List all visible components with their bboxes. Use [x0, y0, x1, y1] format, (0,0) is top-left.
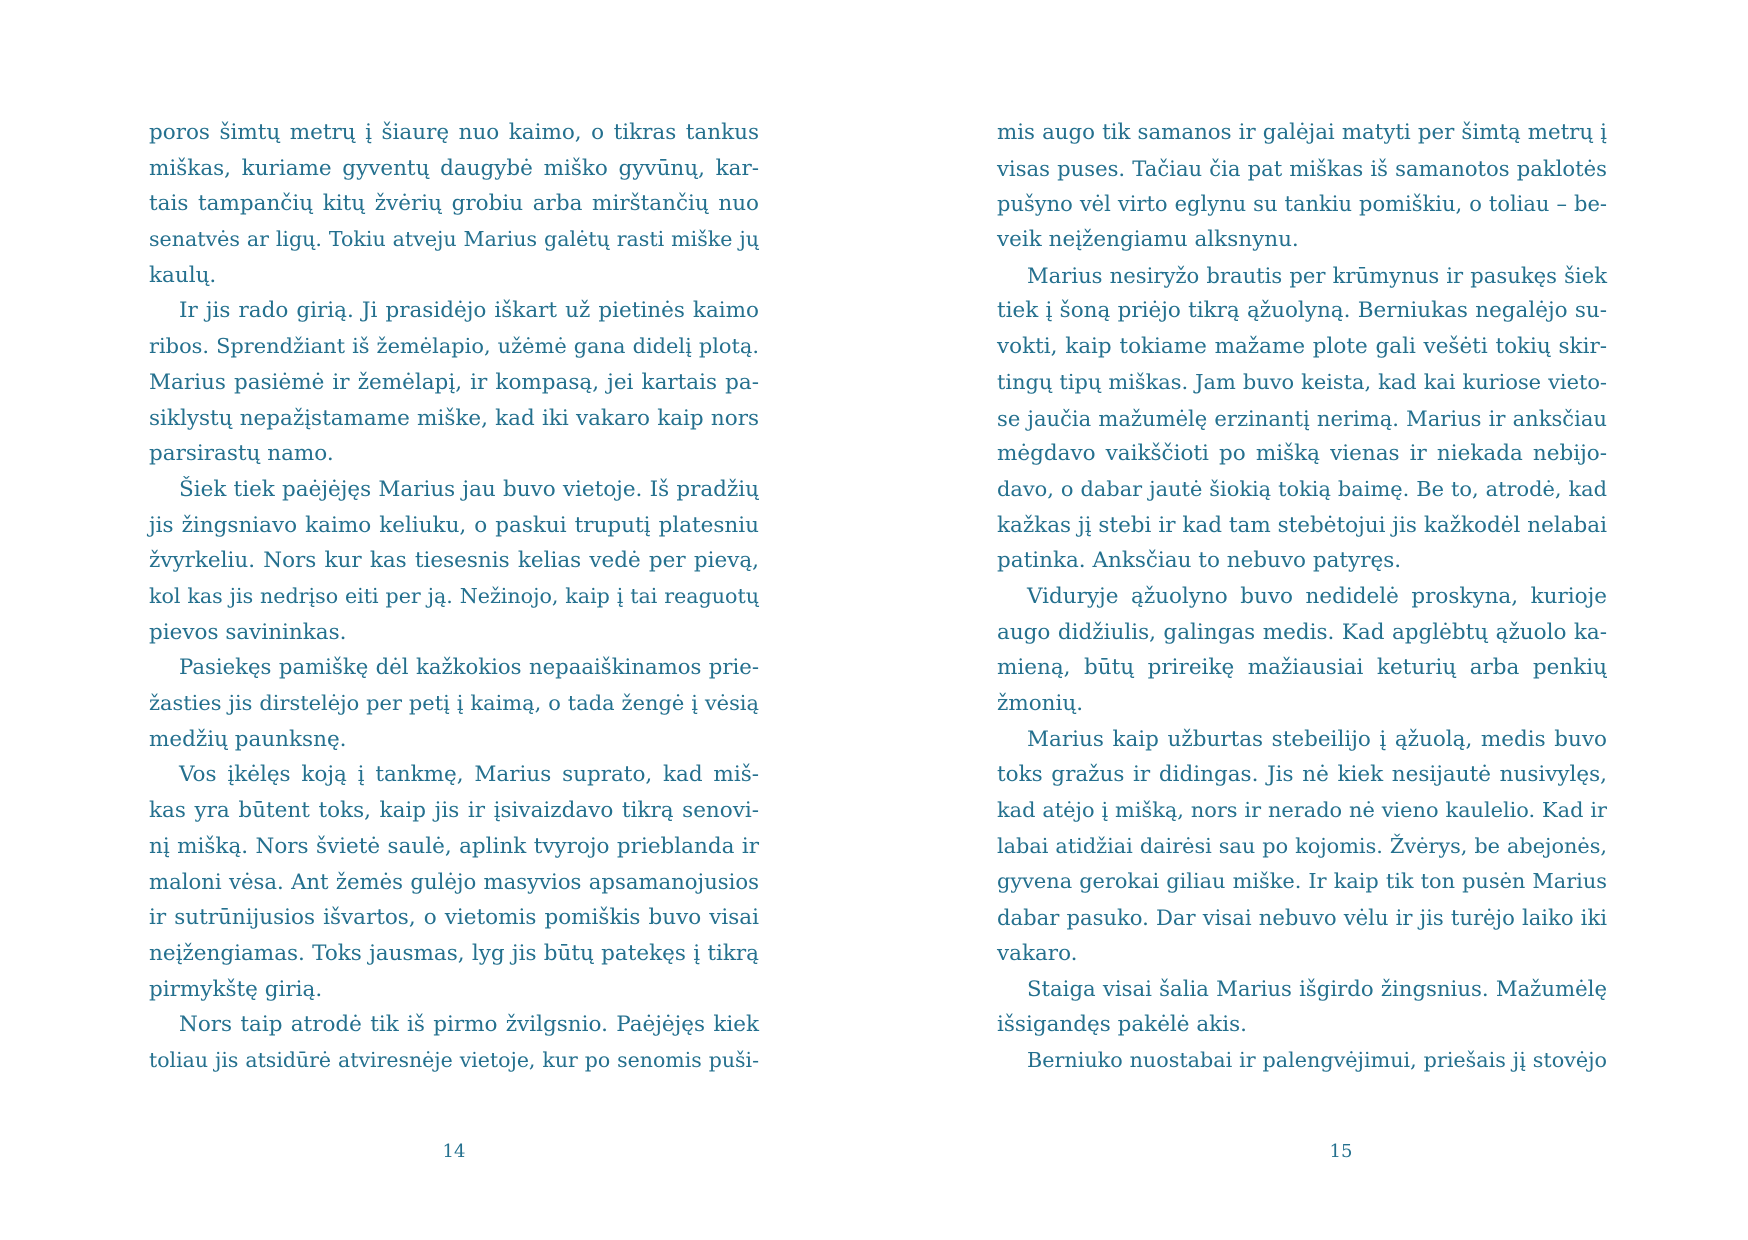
text-line: Nors taip atrodė tik iš pirmo žvilgsnio. Paėjėjęs kiek	[179, 1012, 759, 1038]
text-line: kad atėjo į mišką, nors ir nerado nė vieno kaulelio. Kad ir	[997, 798, 1607, 823]
text-line: toliau jis atsidūrė atviresnėje vietoje, kur po senomis puši-	[149, 1047, 759, 1072]
text-line: Marius kaip užburtas stebeilijo į ąžuolą, medis buvo	[1027, 726, 1607, 752]
text-line: patinka. Anksčiau to nebuvo patyręs.	[997, 548, 1402, 574]
text-line: jis žingsniavo kaimo keliuku, o paskui truputį platesniu	[149, 512, 759, 538]
text-line: dabar pasuko. Dar visai nebuvo vėlu ir jis turėjo laiko iki	[997, 905, 1607, 931]
text-line: žmonių.	[997, 691, 1084, 716]
text-line: neįžengiamas. Toks jausmas, lyg jis būtų patekęs į tikrą	[149, 940, 759, 966]
text-line: siklystų nepažįstamame miške, kad iki vakaro kaip nors	[149, 405, 759, 431]
right-page	[874, 0, 1748, 1240]
text-line: Berniuko nuostabai ir palengvėjimui, priešais jį stovėjo	[1027, 1047, 1607, 1072]
right-page-text	[997, 115, 1607, 1079]
text-line: miškas, kuriame gyventų daugybė miško gyvūnų, kar-	[149, 155, 759, 181]
text-line: davo, o dabar jautė šiokią tokią baimę. Be to, atrodė, kad	[997, 476, 1607, 501]
text-line: tiek į šoną priėjo tikrą ąžuolyną. Berniukas negalėjo su-	[997, 298, 1607, 324]
text-line: augo didžiulis, galingas medis. Kad apglėbtų ąžuolo ka-	[997, 619, 1607, 645]
text-line: kas yra būtent toks, kaip jis ir įsivaizdavo tikrą senovi-	[149, 798, 759, 824]
left-page-text	[149, 115, 759, 1079]
text-line: Ir jis rado girią. Ji prasidėjo iškart už pietinės kaimo	[179, 298, 759, 324]
text-line: mėgdavo vaikščioti po mišką vienas ir niekada nebijo-	[997, 441, 1607, 467]
text-line: gyvena gerokai giliau miške. Ir kaip tik ton pusėn Marius	[997, 869, 1607, 894]
text-line: kol kas jis nedrįso eiti per ją. Nežinojo, kaip į tai reaguotų	[149, 583, 759, 608]
text-line: senatvės ar ligų. Tokiu atveju Marius galėtų rasti miške jų	[149, 227, 759, 252]
text-line: parsirastų namo.	[149, 441, 334, 467]
page-number: 14	[442, 1141, 466, 1162]
text-line: mieną, būtų prireikę mažiausiai keturių arba penkių	[997, 655, 1607, 681]
text-line: Vos įkėlęs koją į tankmę, Marius suprato, kad miš-	[179, 762, 759, 788]
text-line: Šiek tiek paėjėjęs Marius jau buvo vietoje. Iš pradžių	[179, 476, 759, 502]
text-line: toks gražus ir didingas. Jis nė kiek nesijautė nusivylęs,	[997, 762, 1607, 788]
text-line: vakaro.	[997, 940, 1078, 966]
text-line: žasties jis dirstelėjo per petį į kaimą, o tada žengė į vėsią	[149, 691, 759, 715]
text-line: ribos. Sprendžiant iš žemėlapio, užėmė gana didelį plotą.	[149, 334, 759, 359]
text-line: ir sutrūnijusios išvartos, o vietomis pomiškis buvo visai	[149, 905, 759, 931]
text-line: se jaučia mažumėlę erzinantį nerimą. Marius ir anksčiau	[997, 405, 1607, 431]
text-line: Marius pasiėmė ir žemėlapį, ir kompasą, jei kartais pa-	[149, 369, 759, 395]
text-line: nį mišką. Nors švietė saulė, aplink tvyrojo prieblanda ir	[149, 833, 759, 859]
text-line: kaulų.	[149, 262, 217, 288]
text-line: pušyno vėl virto eglynu su tankiu pomiškiu, o toliau – be-	[997, 191, 1607, 217]
page-number: 15	[1329, 1141, 1353, 1162]
text-line: Marius nesiryžo brautis per krūmynus ir pasukęs šiek	[1027, 262, 1607, 288]
text-line: poros šimtų metrų į šiaurę nuo kaimo, o tikras tankus	[149, 120, 759, 145]
text-line: Viduryje ąžuolyno buvo nedidelė proskyna, kurioje	[1027, 583, 1607, 609]
text-line: pievos savininkas.	[149, 619, 347, 645]
text-line: žvyrkeliu. Nors kur kas tiesesnis kelias vedė per pievą,	[149, 548, 759, 574]
text-line: tais tampančių kitų žvėrių grobiu arba mirštančių nuo	[149, 191, 759, 217]
text-line: tingų tipų miškas. Jam buvo keista, kad kai kuriose vieto-	[997, 369, 1607, 394]
text-line: medžių paunksnę.	[149, 726, 347, 752]
text-line: mis augo tik samanos ir galėjai matyti per šimtą metrų į	[997, 120, 1607, 145]
text-line: pirmykštę girią.	[149, 976, 323, 1002]
text-line: visas puses. Tačiau čia pat miškas iš samanotos paklotės	[997, 155, 1607, 181]
text-line: Pasiekęs pamiškę dėl kažkokios nepaaiškinamos prie-	[179, 655, 759, 681]
text-line: labai atidžiai dairėsi sau po kojomis. Žvėrys, be abejonės,	[997, 833, 1607, 858]
text-line: vokti, kaip tokiame mažame plote gali vešėti tokių skir-	[997, 334, 1607, 360]
text-line: išsigandęs pakėlė akis.	[997, 1012, 1247, 1038]
text-line: kažkas jį stebi ir kad tam stebėtojui jis kažkodėl nelabai	[997, 512, 1607, 538]
text-line: veik neįžengiamu alksnynu.	[997, 227, 1299, 253]
text-line: Staiga visai šalia Marius išgirdo žingsnius. Mažumėlę	[1027, 976, 1607, 1002]
text-line: maloni vėsa. Ant žemės gulėjo masyvios apsamanojusios	[149, 869, 759, 895]
